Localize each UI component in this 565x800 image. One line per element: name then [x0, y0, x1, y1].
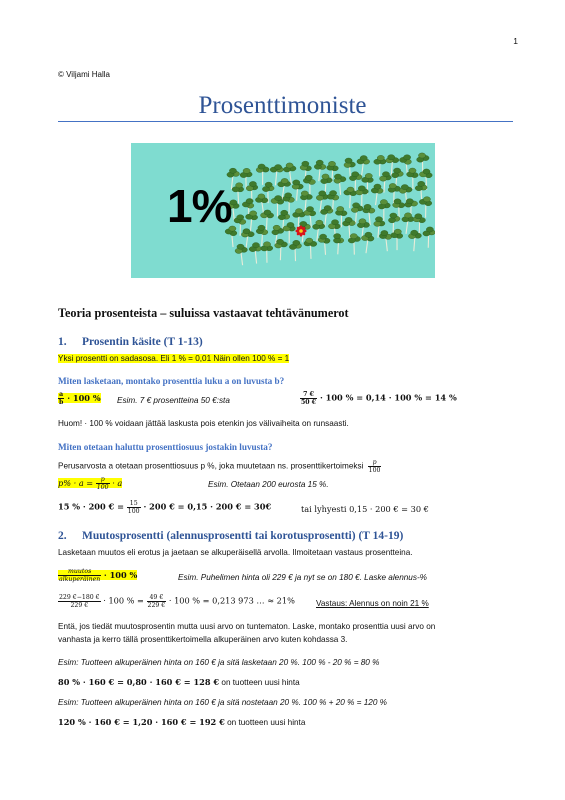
fraction-numerator: 15 [127, 500, 141, 508]
fraction-denominator: 100 [96, 484, 109, 491]
example-2: Esim. Otetaan 200 eurosta 15 %. [208, 480, 329, 489]
formula-2-expr [58, 476, 123, 491]
fraction-numerator: p [368, 459, 382, 467]
formula-2-fraction [96, 476, 110, 491]
calc-4-expr: 80 % · 160 € = 0,80 · 160 € = 128 € [58, 677, 220, 687]
document-title: Prosenttimoniste [198, 92, 367, 119]
section-1-title: Prosentin käsite (T 1-13) [82, 336, 203, 348]
fraction-denominator: 229 € [70, 602, 89, 609]
fraction-numerator: a [59, 391, 64, 398]
figure-label: 1% [167, 180, 232, 232]
answer: Vastaus: Alennus on noin 21 % [316, 599, 429, 608]
section-2-description: Lasketaan muutos eli erotus ja jaetaan se alkuperäisellä arvolla. Ilmoitetaan vastaus prosentteina. [58, 548, 413, 557]
calc-3-result: · 100 % = 0,213 973 … ≈ 21% [168, 595, 295, 606]
formula-1-rest: · 100 % [67, 392, 101, 403]
example-3-fraction-2 [147, 594, 167, 609]
theory-heading: Teoria prosenteista – suluissa vastaavat tehtävänumerot [58, 306, 349, 320]
calc-2-result: · 200 € = 0,15 · 200 € = 30€ [143, 501, 272, 512]
description-2 [58, 459, 381, 474]
paragraph-line-1: Entä, jos tiedät muutosprosentin mutta uusi arvo on tuntematon. Laske, montako prosenttia uusi arvo on [58, 622, 436, 631]
example-1: Esim. 7 € prosentteina 50 €:sta [117, 396, 230, 405]
copyright: © Viljami Halla [58, 70, 110, 79]
example-2-short: tai lyhyesti 0,15 · 200 € = 30 € [301, 504, 429, 514]
section-2-number: 2. [58, 530, 67, 542]
example-2-calc [58, 500, 271, 515]
fraction-denominator: 100 [127, 508, 140, 515]
page-number: 1 [513, 36, 518, 46]
definition-text: Yksi prosentti on sadasosa. Eli 1 % = 0,01 Näin ollen 100 % = 1 [58, 354, 290, 363]
title-rule [58, 121, 513, 122]
formula-1-fraction [58, 391, 64, 406]
calc-2-fraction [127, 500, 141, 515]
example-5-calc [58, 717, 305, 727]
example-3-calc [58, 594, 295, 609]
fraction-numerator: muutos [58, 568, 101, 576]
calc-5-expr: 120 % · 160 € = 1,20 · 160 € = 192 € [58, 717, 225, 727]
calc-5-text: on tuotteen uusi hinta [227, 718, 306, 727]
note: Huom! · 100 % voidaan jättää laskusta pois etenkin jos välivaiheita on runsaasti. [58, 419, 349, 428]
formula-2-left: p% · a = [58, 477, 94, 488]
clover-field-illustration [131, 143, 435, 278]
section-2-title: Muutosprosentti (alennusprosentti tai korotusprosentti) (T 14-19) [82, 530, 404, 542]
example-1-fraction [300, 391, 317, 406]
example-1-calc [300, 391, 457, 406]
example-4-calc [58, 677, 300, 687]
calc-2-left: 15 % · 200 € = [58, 501, 124, 512]
calc-4-text: on tuotteen uusi hinta [221, 678, 300, 687]
fraction-numerator: p [96, 476, 110, 484]
formula-1 [58, 391, 101, 406]
description-2-text: Perusarvosta a otetaan prosenttiosuus p %, joka muutetaan ns. prosenttikertoimeksi [58, 461, 364, 471]
example-4: Esim: Tuotteen alkuperäinen hinta on 160 € ja sitä lasketaan 20 %. 100 % - 20 % = 80 % [58, 658, 380, 667]
fraction-denominator: 229 € [147, 602, 166, 609]
fraction-numerator: 49 € [147, 594, 167, 602]
fraction-denominator: alkuperäinen [59, 576, 101, 583]
fraction-denominator: b [59, 399, 64, 406]
fraction-numerator: 7 € [300, 391, 317, 399]
calc-3-middle: · 100 % = [103, 595, 144, 606]
section-1-heading [58, 336, 203, 348]
formula-3-fraction [58, 568, 101, 583]
percent-factor-fraction [368, 459, 382, 474]
formula-3 [58, 568, 137, 583]
question-2: Miten otetaan haluttu prosenttiosuus jostakin luvusta? [58, 442, 273, 452]
example-5: Esim: Tuotteen alkuperäinen hinta on 160 € ja sitä nostetaan 20 %. 100 % + 20 % = 120 % [58, 698, 387, 707]
example-3: Esim. Puhelimen hinta oli 229 € ja nyt se on 180 €. Laske alennus-% [178, 573, 427, 582]
definition-highlight [58, 354, 289, 363]
fraction-numerator: 229 €−180 € [59, 594, 100, 601]
paragraph-line-2: vanhasta ja kerro tällä prosenttikertoimella alkuperäinen arvo kuten kohdassa 3. [58, 635, 348, 644]
question-1: Miten lasketaan, montako prosenttia luku a on luvusta b? [58, 376, 285, 386]
formula-3-expr [58, 568, 138, 583]
formula-2 [58, 476, 122, 491]
formula-3-rest: · 100 % [103, 569, 138, 580]
section-1-number: 1. [58, 336, 67, 348]
formula-2-right: · a [112, 477, 123, 488]
fraction-denominator: 100 [368, 467, 381, 474]
example-3-fraction-1 [58, 594, 101, 609]
formula-1-expr [58, 391, 101, 406]
example-1-result: · 100 % = 0,14 · 100 % = 14 % [319, 392, 457, 403]
fraction-denominator: 50 € [301, 399, 317, 406]
section-2-heading [58, 530, 403, 542]
